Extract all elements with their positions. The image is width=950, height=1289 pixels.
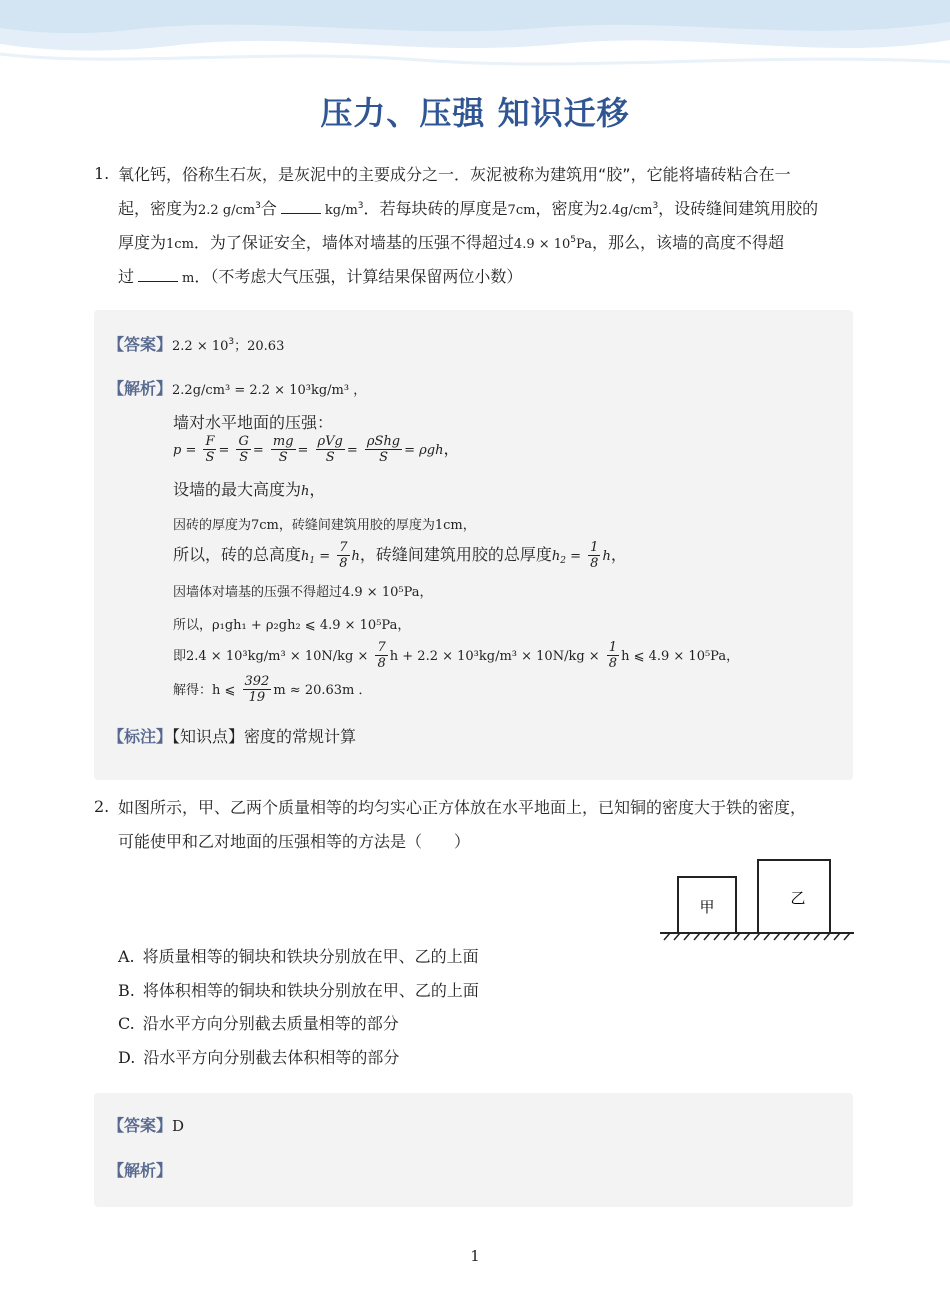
hatch-mark <box>834 933 840 940</box>
answer-box-1 <box>94 310 853 780</box>
hatch-mark <box>724 933 730 940</box>
analysis-step: 墙对水平地面的压强： <box>173 413 334 432</box>
hatch-mark <box>764 933 770 940</box>
pressure-formula: p = $\frac{F}{S}$ = $\frac{G}{S}$ = $\frac{mg}{S}$ = $\frac{\text{ρVg}}{S}$ = $\frac{\text{ρShg}}{S}$ = ρgh， <box>173 434 460 465</box>
hatch-mark <box>734 933 740 940</box>
option-b[interactable]: B. 将体积相等的铜块和铁块分别放在甲、乙的上面 <box>118 981 479 1000</box>
option-c[interactable]: C. 沿水平方向分别截去质量相等的部分 <box>118 1014 399 1033</box>
analysis-step: 即2.4 × 10³kg/m³ × 10N/kg × $\frac{7}{8}$ h + 2.2 × 10³kg/m³ × 10N/kg × $\frac{1}{8}$ h ⩽ 4.9 × 10⁵Pa， <box>173 640 740 671</box>
note-row: 【标注】【知识点】密度的常规计算 <box>108 727 357 746</box>
analysis-row: 【解析】2.2g/cm³ = 2.2 × 10³kg/m³ ， <box>108 379 367 398</box>
analysis-step: 设墙的最大高度为h， <box>173 480 326 499</box>
q1-line-3: 厚度为1cm．为了保证安全，墙体对墙基的压强不得超过$4.9 \times 10^5Pa$，那么，该墙的高度不得超 <box>118 233 784 252</box>
analysis-step: 所以，砖的总高度$h_1$ = $\frac{7}{8}$ h，砖缝间建筑用胶的总厚度$h_2$ = $\frac{1}{8}$ h， <box>173 540 627 571</box>
hatch-mark <box>824 933 830 940</box>
hatch-mark <box>804 933 810 940</box>
hatch-mark <box>694 933 700 940</box>
page-number: 1 <box>470 1247 480 1265</box>
q2-line-2: 可能使甲和乙对地面的压强相等的方法是（ ） <box>118 832 471 851</box>
hatch-mark <box>744 933 750 940</box>
option-d[interactable]: D. 沿水平方向分别截去体积相等的部分 <box>118 1048 400 1067</box>
label-jia: 甲 <box>699 898 715 916</box>
option-a[interactable]: A. 将质量相等的铜块和铁块分别放在甲、乙的上面 <box>118 947 479 966</box>
answer-box-2 <box>94 1093 853 1207</box>
answer-blank[interactable] <box>281 199 321 214</box>
question-number: 1. <box>94 164 110 183</box>
answer-blank[interactable] <box>138 267 178 282</box>
label-yi: 乙 <box>790 889 806 907</box>
hatch-mark <box>814 933 820 940</box>
analysis-step: 所以，ρ₁gh₁ + ρ₂gh₂ ⩽ 4.9 × 10⁵Pa， <box>173 618 411 633</box>
answer-row: 【答案】D <box>108 1116 185 1135</box>
q1-line-4: 过 m．（不考虑大气压强，计算结果保留两位小数） <box>118 267 523 286</box>
hatch-mark <box>844 933 850 940</box>
analysis-step: 解得：h ⩽ $\frac{392}{19}$ m ≈ 20.63m ． <box>173 674 372 705</box>
ground-hatch <box>664 933 850 940</box>
analysis-step: 因墙体对墙基的压强不得超过4.9 × 10⁵Pa， <box>173 585 433 600</box>
question-number: 2. <box>94 797 110 816</box>
analysis-row: 【解析】 <box>108 1161 173 1180</box>
q1-line-2: 起，密度为2.2 $g/cm^3$合 $kg/m^3$．若每块砖的厚度是7cm，密度为$2.4g/cm^3$，设砖缝间建筑用胶的 <box>118 199 819 218</box>
cubes-diagram <box>660 856 856 942</box>
hatch-mark <box>754 933 760 940</box>
hatch-mark <box>784 933 790 940</box>
hatch-mark <box>794 933 800 940</box>
answer-row: 【答案】$2.2 \times 10^3$；20.63 <box>108 335 285 354</box>
analysis-step: 因砖的厚度为7cm，砖缝间建筑用胶的厚度为1cm， <box>173 518 476 533</box>
hatch-mark <box>714 933 720 940</box>
hatch-mark <box>704 933 710 940</box>
hatch-mark <box>684 933 690 940</box>
q1-line-1: 氧化钙，俗称生石灰，是灰泥中的主要成分之一．灰泥被称为建筑用“胶”，它能将墙砖粘合在一 <box>118 165 791 184</box>
hatch-mark <box>774 933 780 940</box>
hatch-mark <box>674 933 680 940</box>
hatch-mark <box>664 933 670 940</box>
page-title: 压力、压强 知识迁移 <box>320 94 630 132</box>
header-wave-decoration <box>0 0 950 80</box>
q2-line-1: 如图所示，甲、乙两个质量相等的均匀实心正方体放在水平地面上，已知铜的密度大于铁的密度， <box>118 798 807 817</box>
